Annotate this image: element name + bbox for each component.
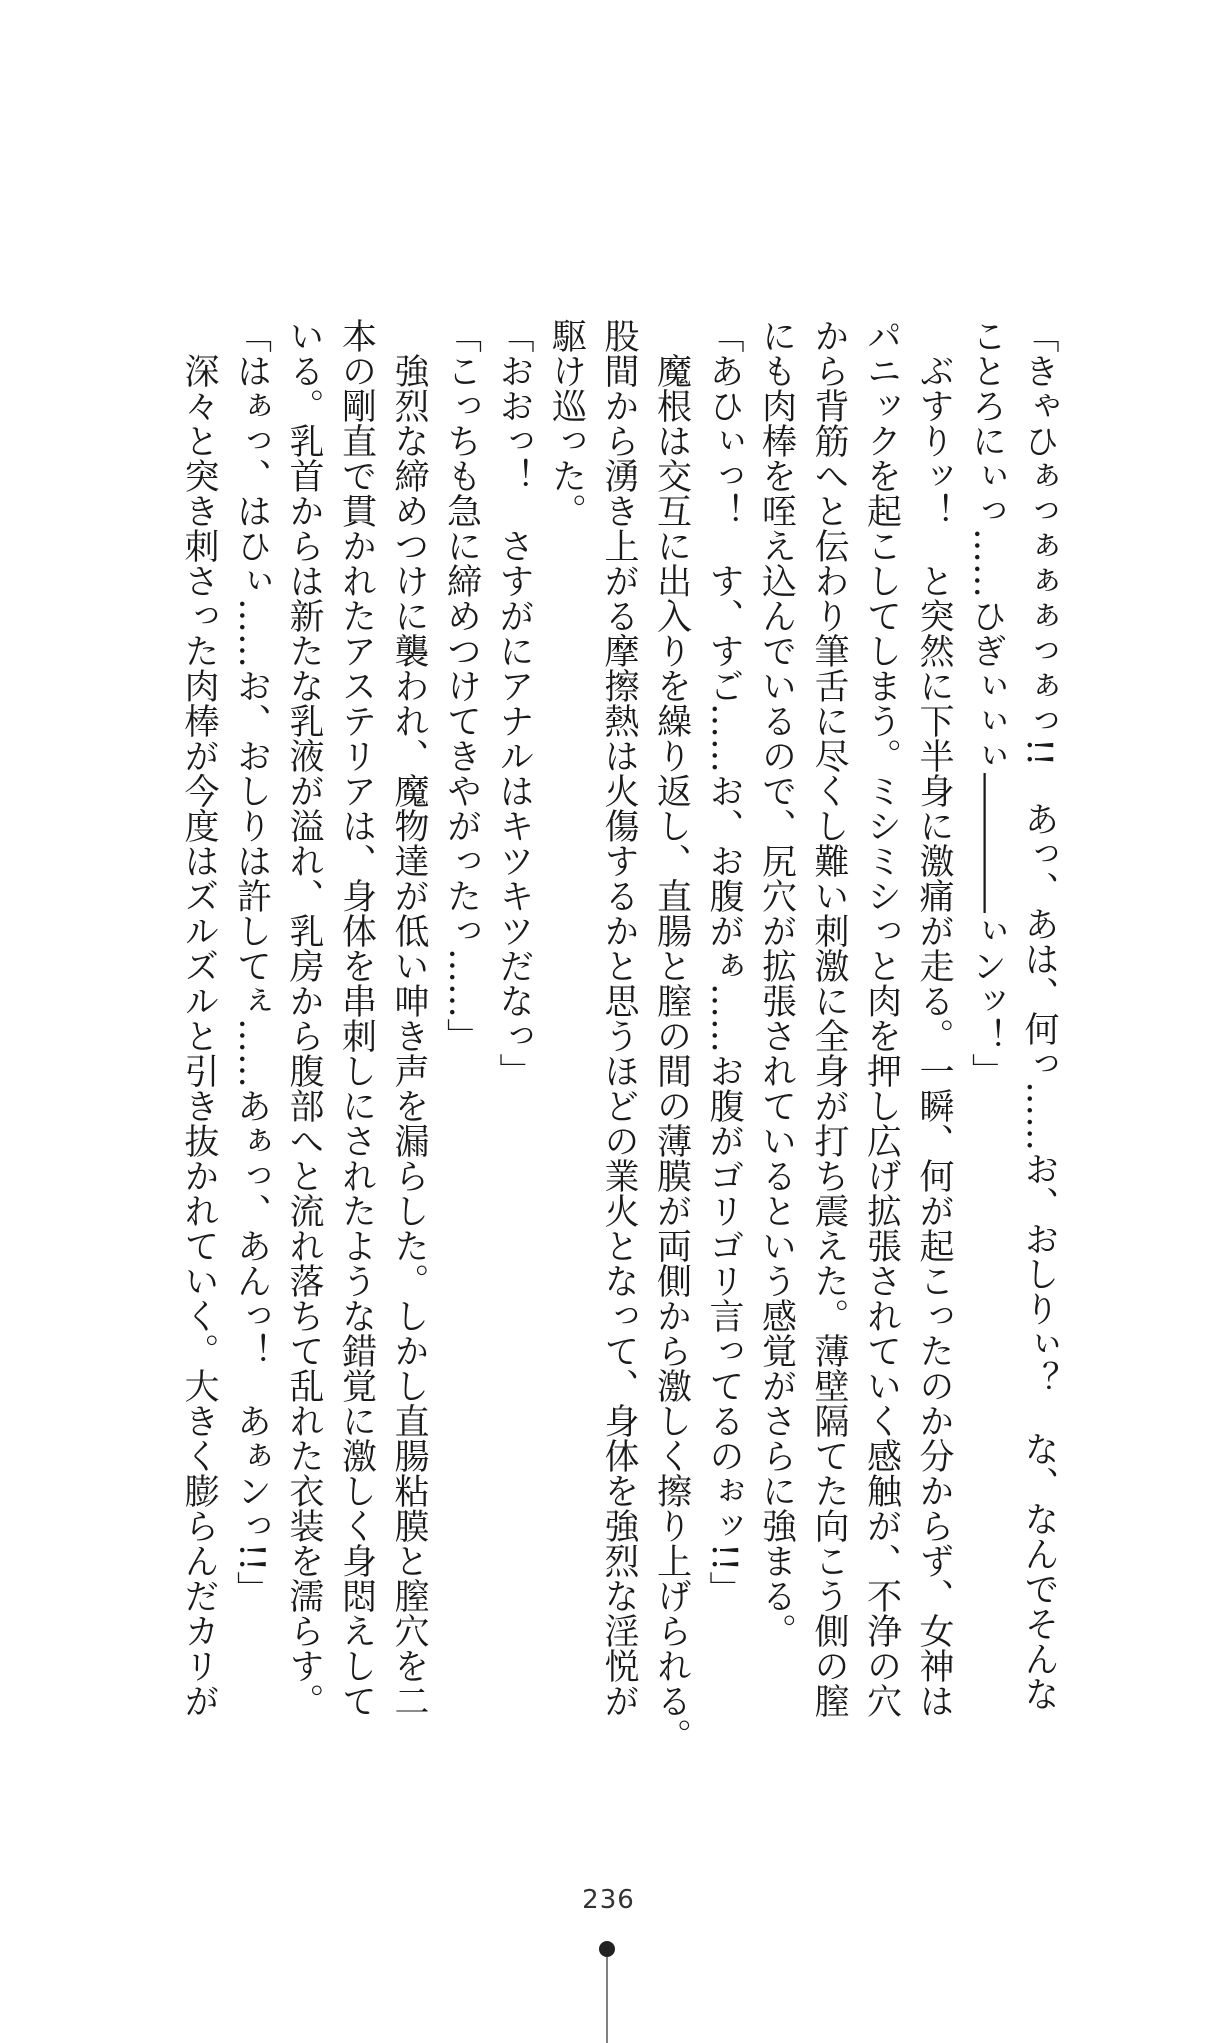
text-line: 「おおっ！ さすがにアナルはキツキツだなっ」 <box>494 318 534 1088</box>
text-line: 「こっちも急に締めつけてきやがったっ……」 <box>441 318 482 1053</box>
page-number: 236 <box>582 1885 635 1915</box>
text-line: いる。乳首からは新たな乳液が溢れ、乳房から腹部へと流れ落ちて乱れた衣装を濡らす。 <box>284 318 324 1718</box>
text-line: パニックを起こしてしまう。ミシミシっと肉を押し広げ拡張されていく感触が、不浄の穴 <box>861 318 902 1718</box>
text-line: から背筋へと伝わり筆舌に尽くし難い刺激に全身が打ち震えた。薄壁隔てた向こう側の膣 <box>809 318 849 1718</box>
text-line: 「きゃひぁっぁぁぁっぁっ!! あっ、あは、何っ……お、おしりぃ？ な、なんでそんな <box>1019 318 1059 1712</box>
text-line: 「あひぃっ！ す、すご……お、お腹がぁ……お腹がゴリゴリ言ってるのぉッ!!」 <box>704 318 744 1607</box>
folio-ornament-icon <box>596 1938 618 2043</box>
text-line: 駆け巡った。 <box>546 318 587 528</box>
text-line: 強烈な締めつけに襲われ、魔物達が低い呻き声を漏らした。しかし直腸粘膜と膣穴を二 <box>389 318 429 1718</box>
text-line: 深々と突き刺さった肉棒が今度はズルズルと引き抜かれていく。大きく膨らんだカリが <box>179 318 219 1718</box>
text-line: 魔根は交互に出入りを繰り返し、直腸と膣の間の薄膜が両側から激しく擦り上げられる。 <box>651 318 692 1753</box>
text-line: 「はぁっ、はひぃ……お、おしりは許してぇ……あぁっ、あんっ！ あぁンっ!!」 <box>231 318 272 1607</box>
text-line: ぶすりッ！ と突然に下半身に激痛が走る。一瞬、何が起こったのか分からず、女神は <box>914 318 954 1718</box>
text-line: にも肉棒を咥え込んでいるので、尻穴が拡張されているという感覚がさらに強まる。 <box>756 318 797 1648</box>
text-line: 股間から湧き上がる摩擦熱は火傷するかと思うほどの業火となって、身体を強烈な淫悦が <box>599 318 639 1718</box>
text-line: 本の剛直で貫かれたアステリアは、身体を串刺しにされたような錯覚に激しく身悶えして <box>336 318 377 1718</box>
text-line: ことろにぃっ……ひぎぃぃぃ――――ぃンッ！」 <box>966 318 1007 1088</box>
vertical-body-text <box>173 318 1066 1753</box>
